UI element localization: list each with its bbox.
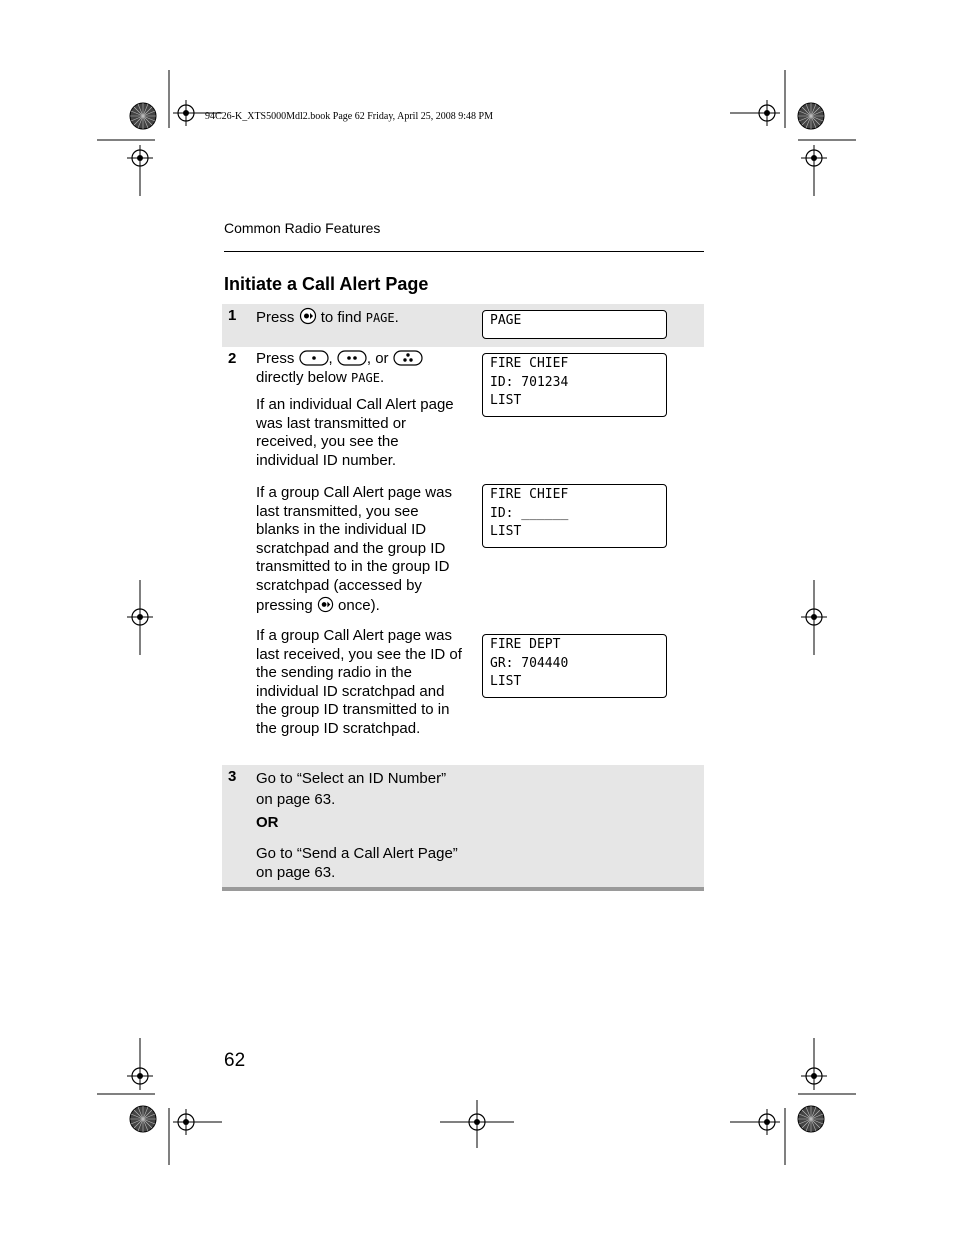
radio-display-3: FIRE DEPT GR: 704440 LIST xyxy=(482,634,667,698)
paragraph-individual: If an individual Call Alert page was last transmitted or received, you see the individual ID number. xyxy=(256,396,454,469)
step-number: 1 xyxy=(228,307,237,324)
header-rule xyxy=(224,251,704,252)
nav-button-icon xyxy=(299,307,317,325)
step-number: 3 xyxy=(228,768,237,785)
section-title: Initiate a Call Alert Page xyxy=(224,274,429,294)
paragraph-group-transmitted: If a group Call Alert page was last transmitted, you see blanks in the individual ID scratchpad and the group ID transmitted to in the group ID scratchpad (accessed by pressing once). xyxy=(256,484,452,614)
menu-button-3-icon xyxy=(393,350,423,366)
running-header: Common Radio Features xyxy=(224,220,381,236)
step-text: Press to find PAGE. xyxy=(256,309,399,326)
table-bottom-rule xyxy=(222,887,704,891)
radio-display: PAGE xyxy=(482,310,667,339)
nav-button-icon xyxy=(317,596,334,613)
menu-button-1-icon xyxy=(299,350,329,366)
print-slug: 94C26-K_XTS5000Mdl2.book Page 62 Friday, April 25, 2008 9:48 PM xyxy=(205,111,493,122)
step-2 xyxy=(222,347,704,765)
cross-reference-2: Go to “Send a Call Alert Page” on page 63. xyxy=(256,845,458,881)
step-1 xyxy=(222,304,704,347)
step-text: Press , , or directly below PAGE. xyxy=(256,350,486,387)
paragraph-group-received: If a group Call Alert page was last received, you see the ID of the sending radio in the individual ID scratchpad and the group ID transmitted to in the group ID scratchpad. xyxy=(256,627,462,737)
or-label: OR xyxy=(256,814,279,831)
step-number: 2 xyxy=(228,350,237,367)
radio-display-1: FIRE CHIEF ID: 701234 LIST xyxy=(482,353,667,417)
page-number: 62 xyxy=(224,1050,246,1071)
step-3 xyxy=(222,765,704,887)
menu-button-2-icon xyxy=(337,350,367,366)
cross-reference-1: Go to “Select an ID Number” on page 63. xyxy=(256,770,447,808)
radio-display-2: FIRE CHIEF ID: ______ LIST xyxy=(482,484,667,548)
